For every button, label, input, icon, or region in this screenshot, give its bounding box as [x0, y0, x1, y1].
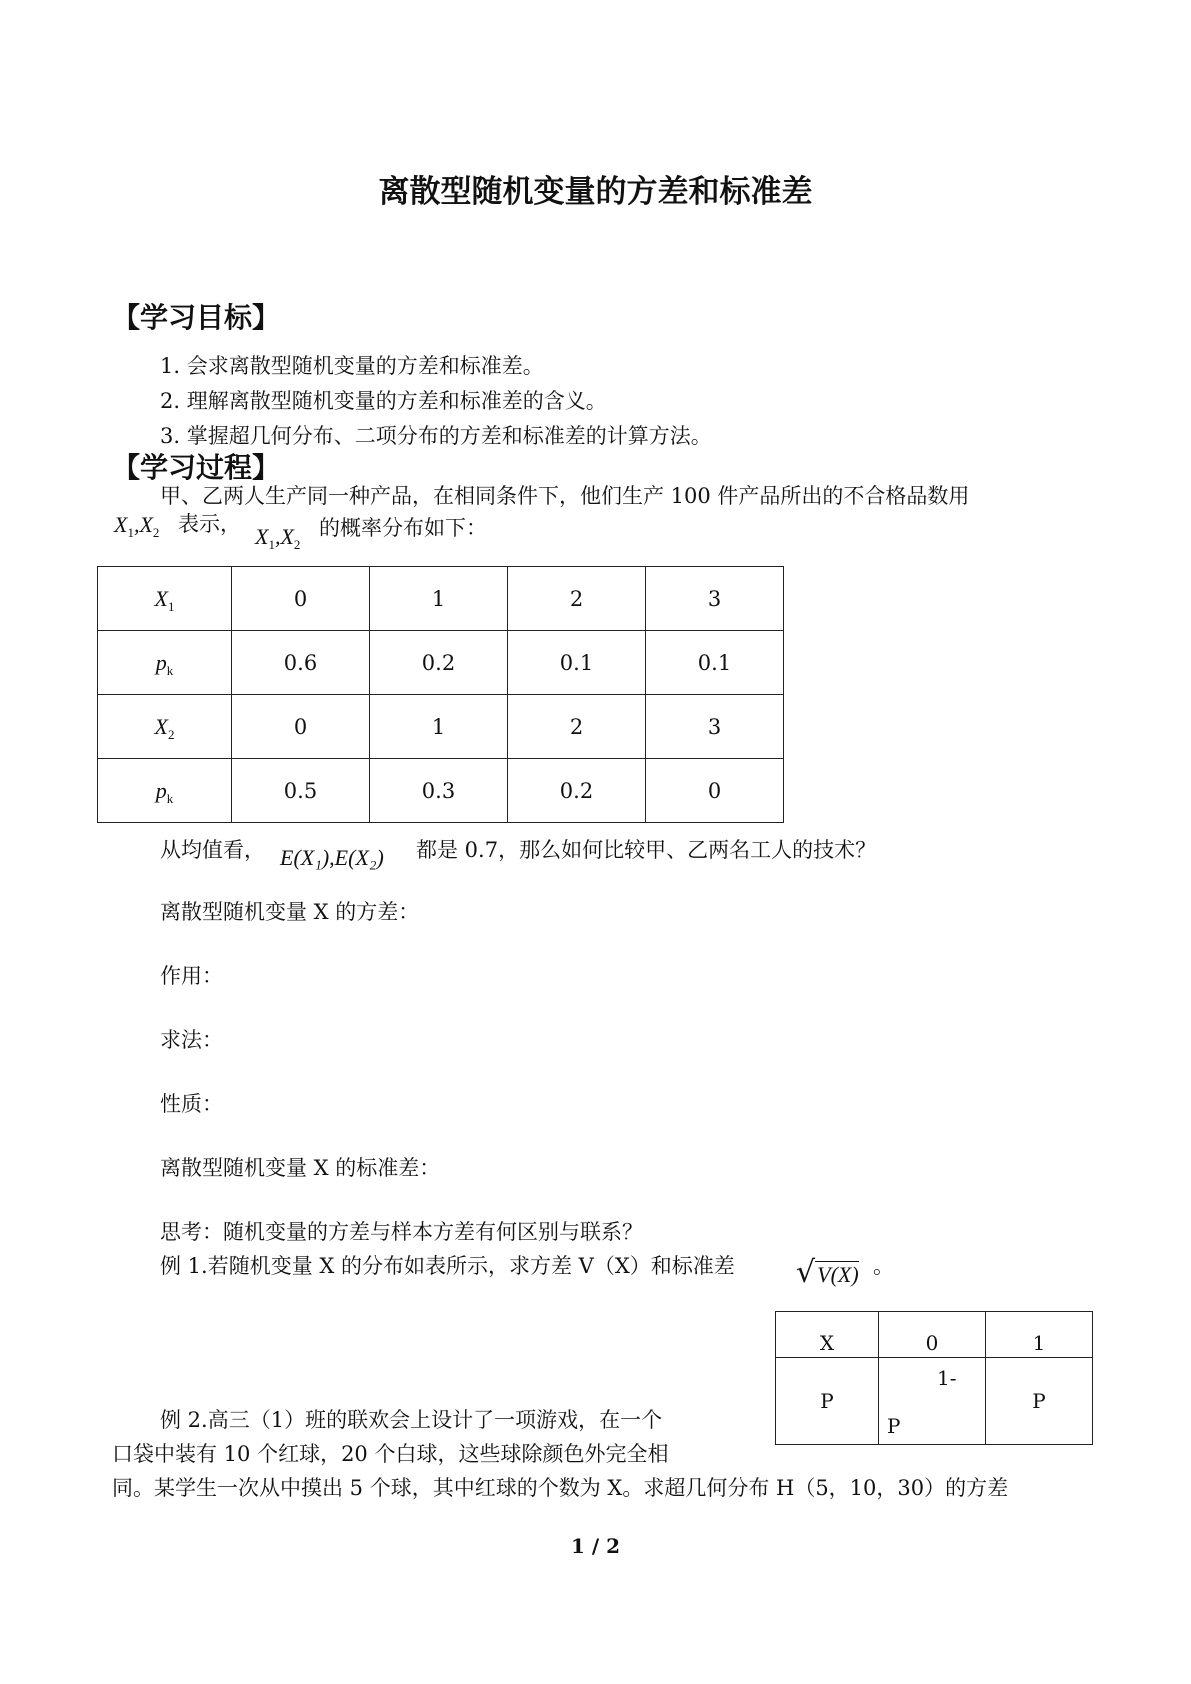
var-x1: $X_1$	[114, 512, 134, 540]
mean-question-prefix: 从均值看，	[160, 838, 265, 862]
distribution-table	[97, 566, 784, 823]
table-cell: 0.3	[370, 759, 508, 823]
table-cell: 0.2	[370, 631, 508, 695]
think-question: 思考：随机变量的方差与样本方差有何区别与联系？	[160, 1220, 643, 1244]
ex1-header-0: 0	[879, 1312, 986, 1358]
table-cell: 0.1	[646, 631, 784, 695]
sqrt-expression: √V(X)	[796, 1255, 859, 1290]
page-title: 离散型随机变量的方差和标准差	[378, 174, 813, 210]
ex1-cell-p: P	[986, 1358, 1093, 1445]
intro-line: 甲、乙两人生产同一种产品，在相同条件下，他们生产 100 件产品所出的不合格品数用	[160, 484, 970, 508]
table-cell: 0.1	[508, 631, 646, 695]
table-cell: 0	[646, 759, 784, 823]
objective-item-3: 3. 掌握超几何分布、二项分布的方差和标准差的计算方法。	[160, 424, 712, 448]
objectives-heading: 【学习目标】	[112, 301, 281, 334]
row-label: $X_2$	[98, 695, 232, 759]
table-row	[98, 695, 784, 759]
ex1-header-x: X	[776, 1312, 879, 1358]
method-label: 求法：	[160, 1028, 223, 1052]
page-number: 1 / 2	[570, 1534, 621, 1558]
example1-end: 。	[873, 1254, 894, 1278]
table-cell: 3	[646, 695, 784, 759]
example2-line3: 同。某学生一次从中摸出 5 个球，其中红球的个数为 X。求超几何分布 H（5，10，30）的方差	[112, 1476, 1009, 1500]
row-label: $p_k$	[98, 759, 232, 823]
row-label: $X_1$	[98, 567, 232, 631]
intro-mid: 表示，	[178, 512, 241, 536]
variance-label: 离散型随机变量 X 的方差：	[160, 900, 420, 924]
intro-vars-2: $X_1,X_2$	[255, 524, 301, 552]
example1-table	[775, 1311, 1093, 1445]
table-row	[98, 759, 784, 823]
ex1-cell-1-minus-p: 1- P	[879, 1358, 986, 1445]
table-cell: 3	[646, 567, 784, 631]
mean-question-suffix: 都是 0.7，那么如何比较甲、乙两名工人的技术？	[416, 838, 877, 862]
table-cell: 0.6	[232, 631, 370, 695]
row-label: $p_k$	[98, 631, 232, 695]
table-cell: 2	[508, 695, 646, 759]
table-row	[98, 567, 784, 631]
var-x2: $X_2$	[139, 512, 160, 540]
table-cell: 0.2	[508, 759, 646, 823]
table-cell: 0	[232, 567, 370, 631]
example2-line2: 口袋中装有 10 个红球，20 个白球，这些球除颜色外完全相	[112, 1442, 669, 1466]
separator: ,	[133, 512, 140, 537]
table-row	[98, 631, 784, 695]
example2-line1: 例 2.高三（1）班的联欢会上设计了一项游戏，在一个	[160, 1408, 663, 1432]
table-cell: 0.5	[232, 759, 370, 823]
table-cell: 1	[370, 695, 508, 759]
objective-item-2: 2. 理解离散型随机变量的方差和标准差的含义。	[160, 389, 607, 413]
ex1-row-label: P	[776, 1358, 879, 1445]
std-label: 离散型随机变量 X 的标准差：	[160, 1156, 441, 1180]
property-label: 性质：	[160, 1092, 223, 1116]
intro-end: 的概率分布如下：	[319, 516, 487, 540]
intro-second-line	[114, 512, 159, 538]
table-cell: 2	[508, 567, 646, 631]
role-label: 作用：	[160, 964, 223, 988]
table-cell: 0	[232, 695, 370, 759]
example1-text: 例 1.若随机变量 X 的分布如表所示，求方差 V（X）和标准差	[160, 1254, 735, 1278]
objective-item-1: 1. 会求离散型随机变量的方差和标准差。	[160, 354, 544, 378]
table-cell: 1	[370, 567, 508, 631]
process-heading: 【学习过程】	[112, 451, 281, 484]
ex1-header-1: 1	[986, 1312, 1093, 1358]
mean-expression: E(X₁),E(X₂)	[280, 845, 384, 870]
